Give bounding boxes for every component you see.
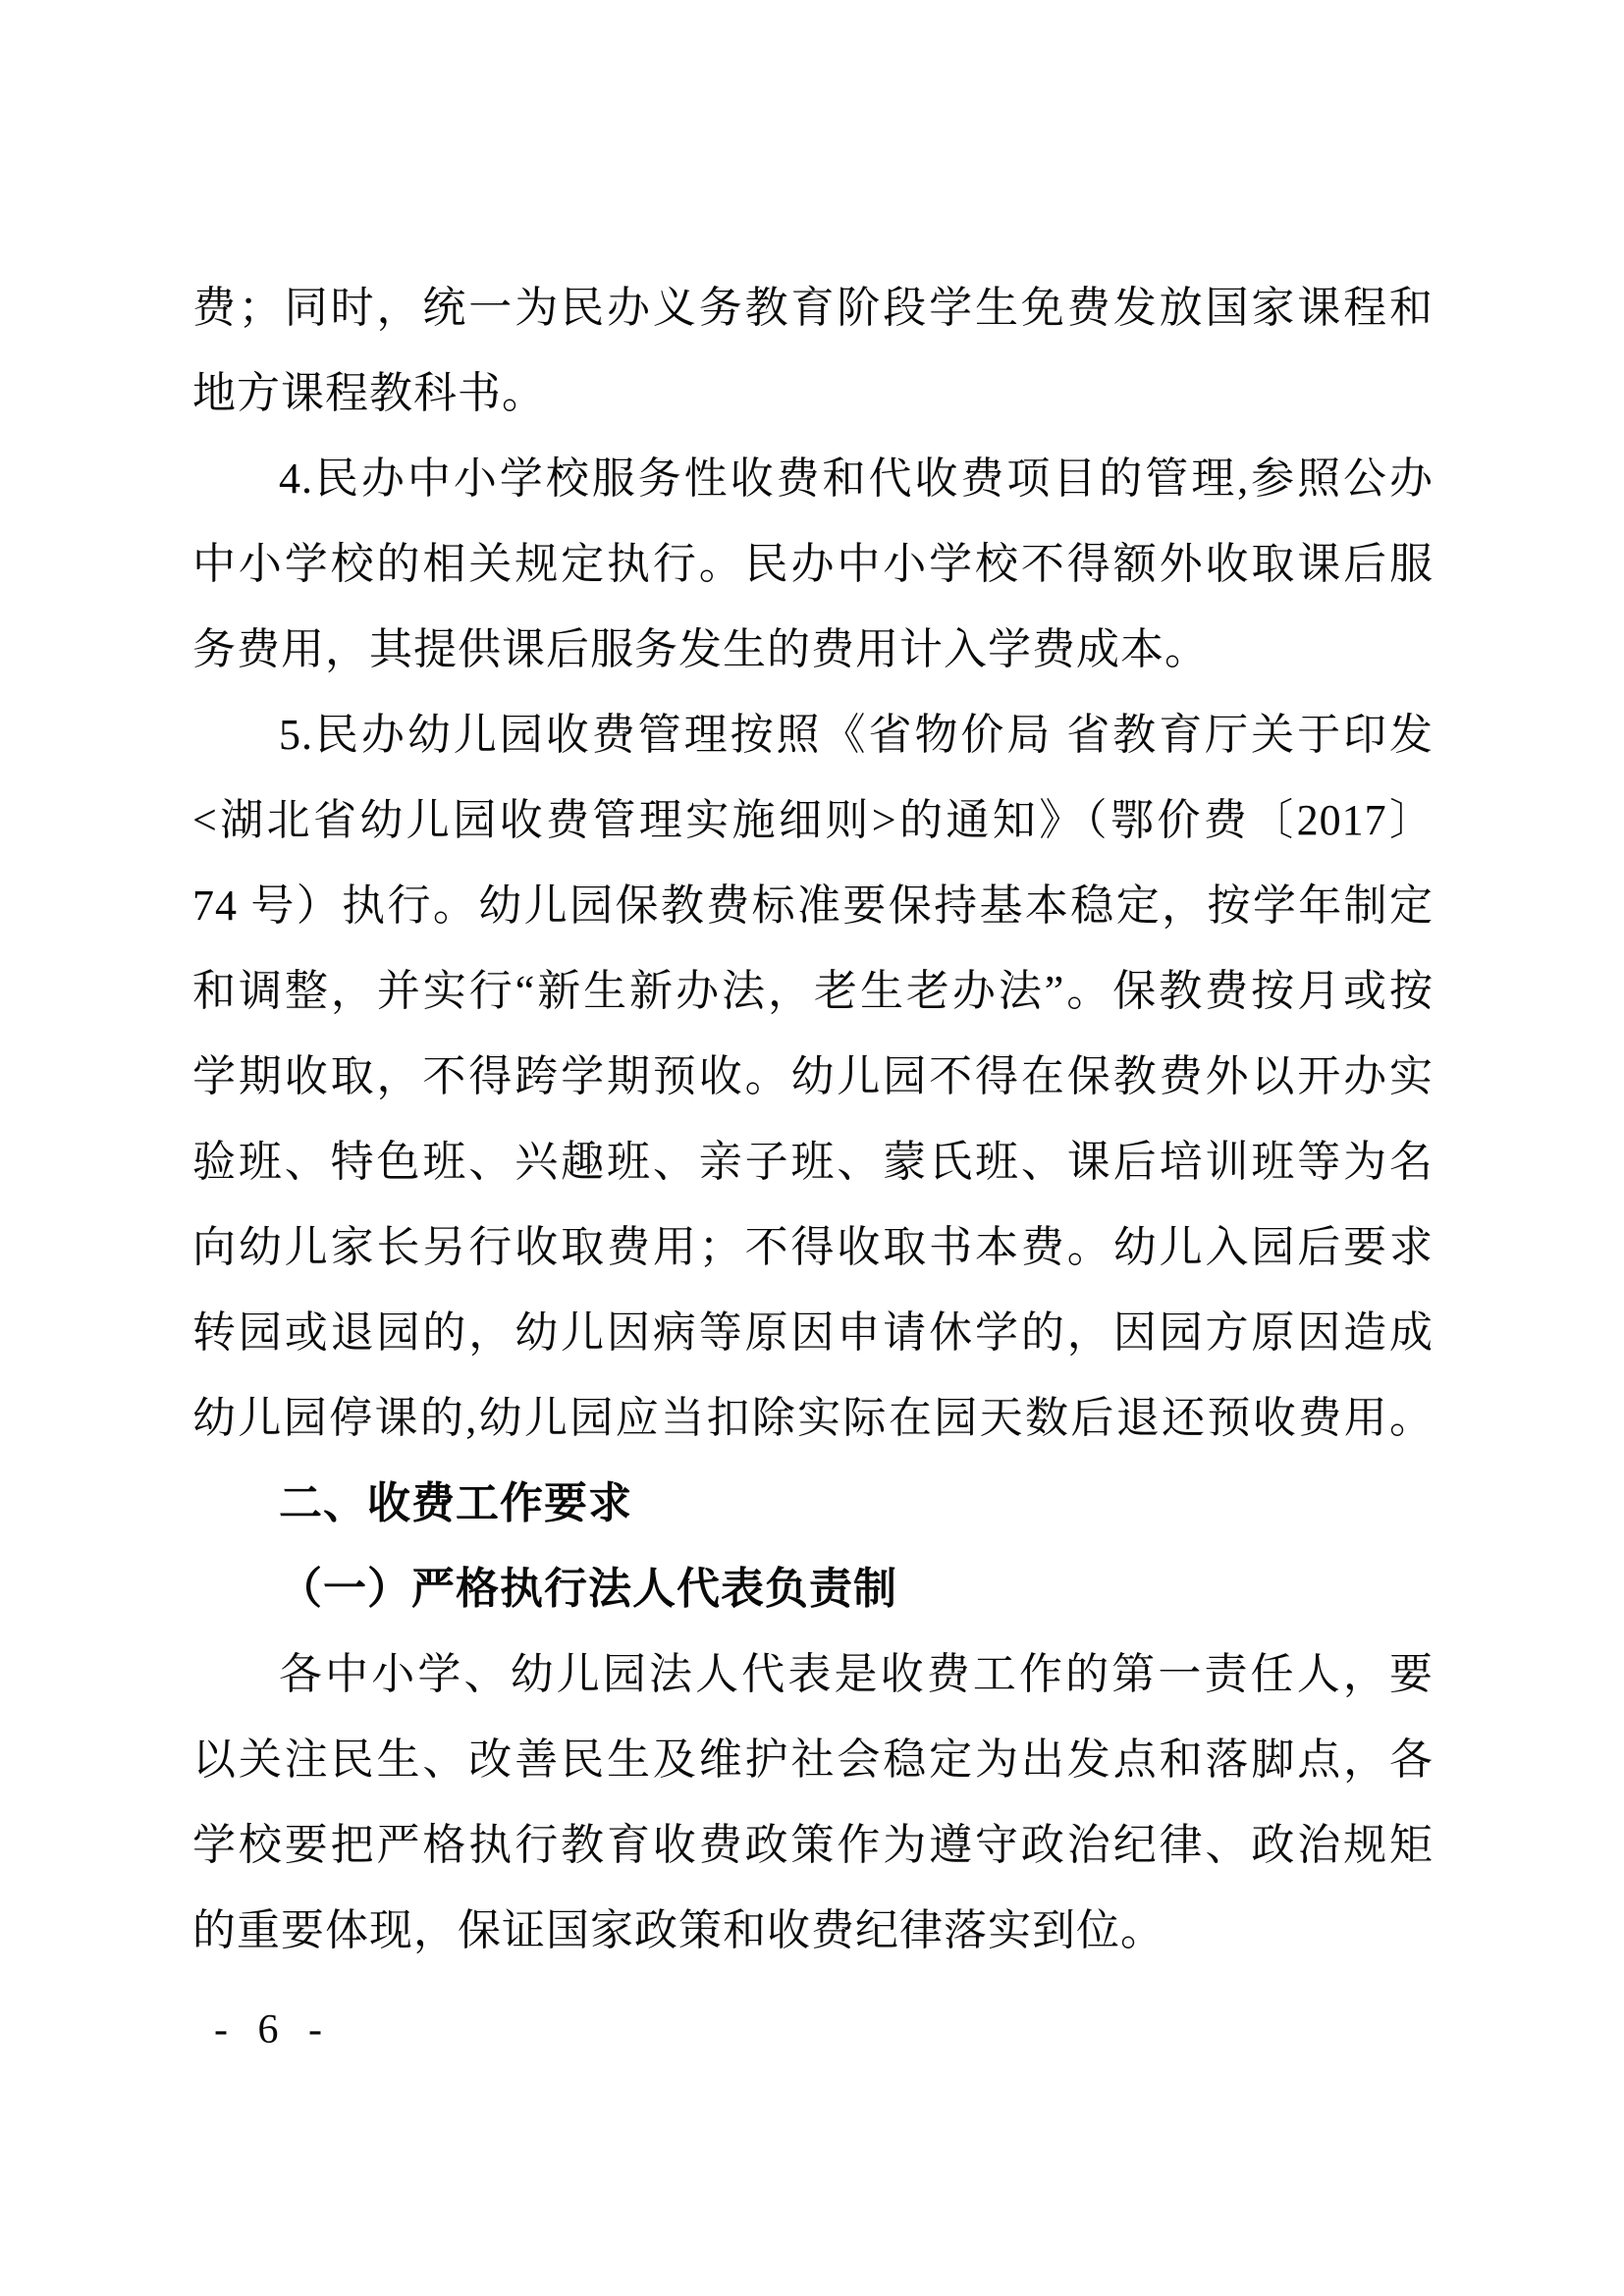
text-line: 地方课程教科书。 xyxy=(192,369,546,417)
text-line: 向幼儿家长另行收取费用；不得收取书本费。幼儿入园后要求 xyxy=(192,1223,1434,1271)
text-line: 中小学校的相关规定执行。民办中小学校不得额外收取课后服 xyxy=(192,540,1434,588)
text-line: 的重要体现，保证国家政策和收费纪律落实到位。 xyxy=(192,1906,1164,1954)
text-line: 学校要把严格执行教育收费政策作为遵守政治纪律、政治规矩 xyxy=(192,1821,1434,1869)
subsection-heading: （一）严格执行法人代表负责制 xyxy=(279,1565,897,1613)
text-line: 幼儿园停课的,幼儿园应当扣除实际在园天数后退还预收费用。 xyxy=(192,1394,1434,1442)
text-line: 转园或退园的，幼儿因病等原因申请休学的，因园方原因造成 xyxy=(192,1308,1434,1357)
text-line: 和调整，并实行“新生新办法，老生老办法”。保教费按月或按 xyxy=(192,967,1434,1015)
page-number: - 6 - xyxy=(214,2007,332,2053)
section-heading: 二、收费工作要求 xyxy=(279,1479,632,1527)
text-line: 各中小学、幼儿园法人代表是收费工作的第一责任人，要 xyxy=(279,1650,1434,1698)
document-body xyxy=(192,265,1434,1973)
text-line: 以关注民生、改善民生及维护社会稳定为出发点和落脚点，各 xyxy=(192,1735,1434,1784)
text-line: 验班、特色班、兴趣班、亲子班、蒙氏班、课后培训班等为名 xyxy=(192,1138,1434,1186)
text-line: 74 号）执行。幼儿园保教费标准要保持基本稳定，按学年制定 xyxy=(192,881,1434,930)
text-line: 4.民办中小学校服务性收费和代收费项目的管理,参照公办 xyxy=(279,454,1434,503)
text-line: 务费用，其提供课后服务发生的费用计入学费成本。 xyxy=(192,625,1209,673)
text-line: 5.民办幼儿园收费管理按照《省物价局 省教育厅关于印发 xyxy=(279,711,1434,759)
text-line: <湖北省幼儿园收费管理实施细则>的通知》（鄂价费〔2017〕 xyxy=(192,796,1434,844)
text-line: 学期收取，不得跨学期预收。幼儿园不得在保教费外以开办实 xyxy=(192,1052,1434,1100)
text-line: 费；同时，统一为民办义务教育阶段学生免费发放国家课程和 xyxy=(192,284,1434,332)
